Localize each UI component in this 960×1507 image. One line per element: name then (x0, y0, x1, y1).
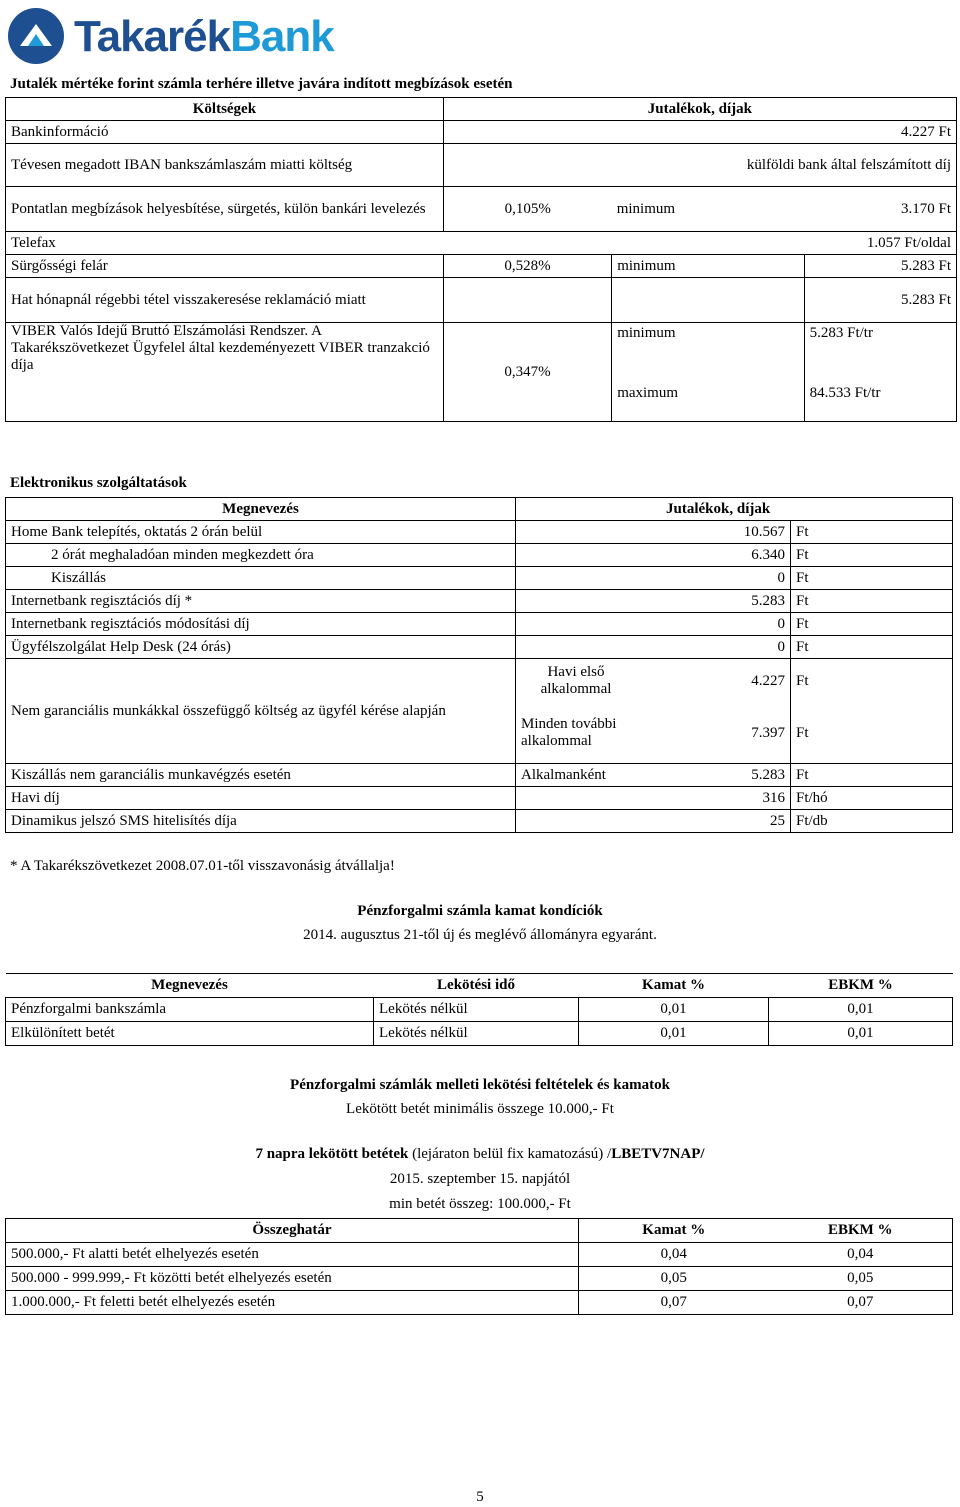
table-header-row: Megnevezés Jutalékok, díjak (6, 498, 953, 521)
table-header-row: Megnevezés Lekötési idő Kamat % EBKM % (151, 977, 893, 993)
table-header-row: Összeghatár Kamat % EBKM % (6, 1219, 953, 1243)
table-row: Hat hónapnál régebbi tétel visszakeresése reklamáció miatt 5.283 Ft (6, 278, 957, 323)
table-row: Sürgősségi felár 0,528% minimum 5.283 Ft (6, 255, 957, 278)
table-row: Elkülönített betét Lekötés nélkül 0,01 0,01 (6, 1022, 953, 1046)
fee-table (5, 97, 957, 422)
section2-title: Elektronikus szolgáltatások (10, 475, 187, 491)
table-row: Bankinformáció 4.227 Ft (6, 121, 957, 144)
page-number: 5 (476, 1489, 484, 1505)
table-row: 1.000.000,- Ft feletti betét elhelyezés esetén 0,07 0,07 (6, 1291, 953, 1315)
section1-title: Jutalék mértéke forint számla terhére illetve javára indított megbízások esetén (10, 76, 513, 92)
table-row: Dinamikus jelszó SMS hitelisítés díja 25 Ft/db (6, 810, 953, 833)
table-row: Kiszállás 0 Ft (6, 567, 953, 590)
deposit-date: 2015. szeptember 15. napjától (389, 1171, 571, 1187)
table-row: Ügyfélszolgálat Help Desk (24 órás) 0 Ft (6, 636, 953, 659)
footnote: * A Takarékszövetkezet 2008.07.01-től visszavonásig átvállalja! (10, 858, 395, 874)
takarekbank-logo-icon (6, 6, 66, 66)
table-row: 500.000 - 999.999,- Ft közötti betét elhelyezés esetén 0,05 0,05 (6, 1267, 953, 1291)
electronic-services-table (5, 497, 953, 833)
section3-title: Pénzforgalmi számla kamat kondíciók (357, 903, 603, 919)
interest-table (5, 973, 953, 1046)
table-row: 500.000,- Ft alatti betét elhelyezés esetén 0,04 0,04 (6, 1243, 953, 1267)
min-deposit: min betét összeg: 100.000,- Ft (389, 1196, 571, 1212)
header-fees: Jutalékok, díjak (443, 98, 956, 121)
table-row: Internetbank regisztációs díj * 5.283 Ft (6, 590, 953, 613)
brand-name: TakarékBank (74, 12, 334, 61)
table-row: Internetbank regisztációs módosítási díj 0 Ft (6, 613, 953, 636)
table-row: 2 órát meghaladóan minden megkezdett óra 6.340 Ft (6, 544, 953, 567)
min-amount: Lekötött betét minimális összege 10.000,- Ft (346, 1101, 614, 1117)
table-row: Minden további alkalommal 7.397 Ft (6, 703, 953, 764)
deposit-title: 7 napra lekötött betétek (lejáraton belül fix kamatozású) /LBETV7NAP/ (255, 1146, 705, 1162)
section3-subtitle: 2014. augusztus 21-től új és meglévő állományra egyaránt. (303, 927, 657, 943)
deposit-rate-table (5, 1218, 953, 1315)
section4-title: Pénzforgalmi számlák melleti lekötési feltételek és kamatok (290, 1077, 670, 1093)
table-row: Pontatlan megbízások helyesbítése, sürgetés, külön bankári levelezés 0,105% minimum 3.170 Ft (6, 187, 957, 232)
table-row: Home Bank telepítés, oktatás 2 órán belül 10.567 Ft (6, 521, 953, 544)
table-row: Pénzforgalmi bankszámla Lekötés nélkül 0,01 0,01 (6, 998, 953, 1022)
table-row: Havi díj 316 Ft/hó (6, 787, 953, 810)
brand-logo (6, 4, 346, 68)
table-row: Telefax 1.057 Ft/oldal (6, 232, 957, 255)
table-row: VIBER Valós Idejű Bruttó Elszámolási Rendszer. A Takarékszövetkezet Ügyfelel által kezdeményezett VIBER tranzakció díja 0,347% minimum maximum 5.283 Ft/tr 84.533 Ft/tr (6, 323, 957, 422)
table-header-row (6, 98, 957, 121)
header-costs: Költségek (6, 98, 444, 121)
table-row: Tévesen megadott IBAN bankszámlaszám miatti költség külföldi bank által felszámított díj (6, 144, 957, 187)
table-row: Nem garanciális munkákkal összefüggő költség az ügyfél kérése alapján Havi első alkalommal 4.227 Ft (6, 659, 953, 704)
table-row: Kiszállás nem garanciális munkavégzés esetén Alkalmanként 5.283 Ft (6, 764, 953, 787)
